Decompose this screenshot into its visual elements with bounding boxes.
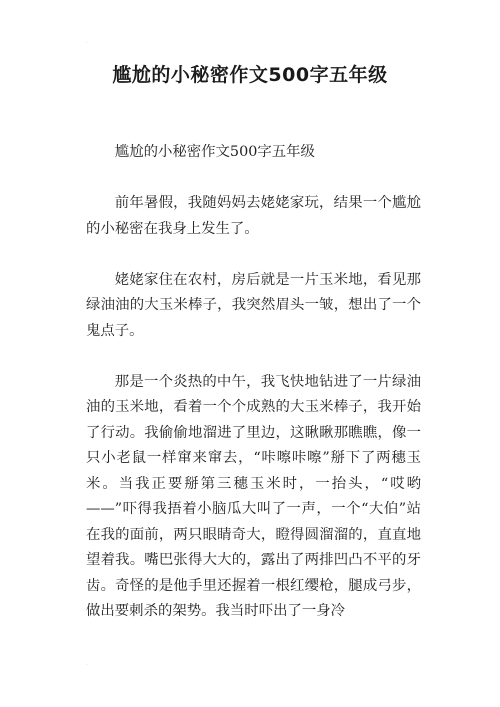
page-corner-mark: ·	[86, 662, 88, 669]
paragraph: 前年暑假，我随妈妈去姥姥家玩，结果一个尴尬的小秘密在我身上发生了。	[86, 195, 421, 237]
document-body	[86, 140, 421, 650]
page-corner-mark: ·	[86, 40, 88, 47]
page-title: 尴尬的小秘密作文500字五年级	[112, 64, 388, 86]
paragraph: 姥姥家住在农村，房后就是一片玉米地，看见那绿油油的大玉米棒子，我突然眉头一皱，想出了一个鬼点子。	[86, 271, 421, 339]
body-subtitle: 尴尬的小秘密作文500字五年级	[114, 144, 315, 160]
paragraph: 那是一个炎热的中午，我飞快地钻进了一片绿油油的玉米地，看着一个个成熟的大玉米棒子，我开始了行动。我偷偷地溜进了里边，这瞅瞅那瞧瞧，像一只小老鼠一样窜来窜去，“咔嚓咔嚓”掰下了两穗玉米。当我正要掰第三穗玉米时，一抬头，“哎哟——”吓得我捂着小脑瓜大叫了一声，一个“大伯”站在我的面前，两只眼睛奇大，瞪得圆溜溜的，直直地望着我。嘴巴张得大大的，露出了两排凹凸不平的牙齿。奇怪的是他手里还握着一根红缨枪，腿成弓步，做出要刺杀的架势。我当时吓出了一身冷	[86, 373, 421, 619]
